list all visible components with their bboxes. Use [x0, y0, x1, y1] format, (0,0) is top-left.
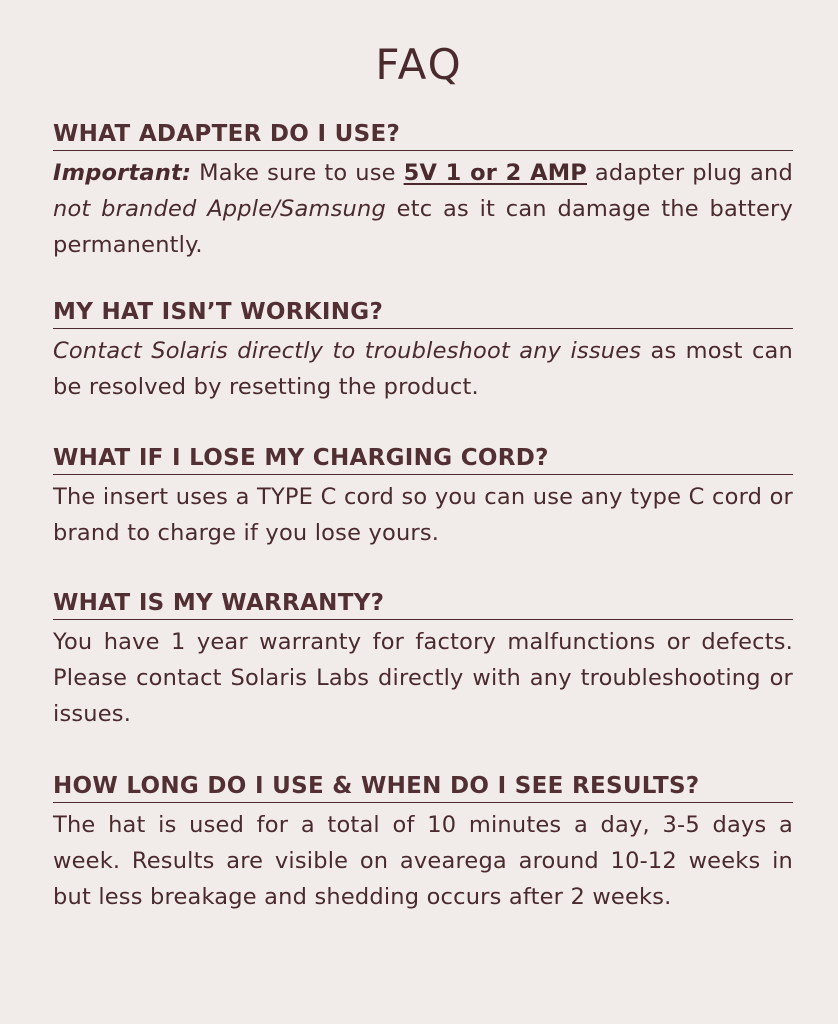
faq-answer	[53, 333, 793, 405]
faq-answer: The insert uses a TYPE C cord so you can use any type C cord or brand to charge if you lose yours.	[53, 484, 793, 546]
faq-item-charging-cord	[53, 444, 793, 551]
important-label: Important:	[53, 160, 192, 186]
answer-text: etc as it can damage the battery permanently.	[53, 196, 793, 258]
faq-answer: You have 1 year warranty for factory malfunctions or defects. Please contact Solaris Labs directly with any troubleshooting or issues.	[53, 629, 793, 727]
answer-text: Make sure to use	[191, 160, 404, 186]
answer-italic-text: Contact Solaris directly to troubleshoot any issues	[53, 338, 642, 364]
answer-italic-text: not branded Apple/Samsung	[53, 196, 386, 222]
faq-question: WHAT IS MY WARRANTY?	[53, 589, 793, 620]
page-title: FAQ	[375, 40, 463, 89]
faq-item-adapter	[53, 120, 793, 263]
faq-question: WHAT IF I LOSE MY CHARGING CORD?	[53, 444, 793, 475]
faq-item-warranty	[53, 589, 793, 732]
faq-question: MY HAT ISN’T WORKING?	[53, 298, 793, 329]
faq-question: HOW LONG DO I USE & WHEN DO I SEE RESULTS?	[53, 772, 793, 803]
answer-text: as most can be resolved by resetting the product.	[53, 338, 793, 400]
faq-item-not-working	[53, 298, 793, 405]
answer-text: adapter plug and	[587, 160, 793, 186]
faq-question: WHAT ADAPTER DO I USE?	[53, 120, 793, 151]
faq-item-results	[53, 772, 793, 915]
faq-answer: The hat is used for a total of 10 minutes a day, 3-5 days a week. Results are visible on avearega around 10-12 weeks in but less breakage and shedding occurs after 2 weeks.	[53, 812, 793, 910]
adapter-spec: 5V 1 or 2 AMP	[403, 160, 587, 186]
faq-answer	[53, 155, 793, 263]
